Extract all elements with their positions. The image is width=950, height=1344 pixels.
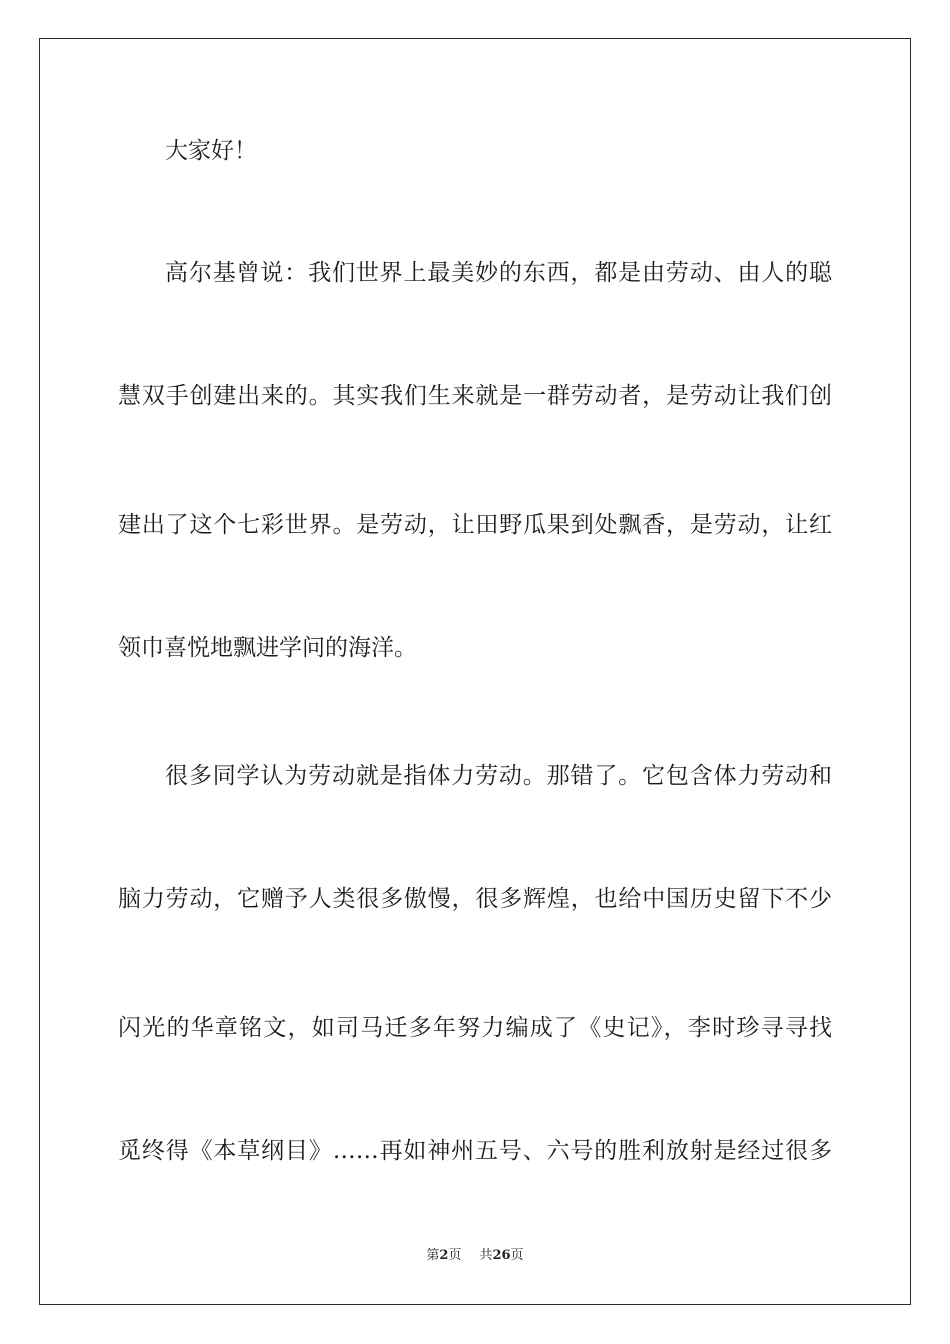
total-pages: 26 <box>492 1248 511 1263</box>
paragraph-1-line-1: 高尔基曾说：我们世界上最美妙的东西，都是由劳动、由人的聪 <box>165 260 832 286</box>
paragraph-2-line-4: 觅终得《本草纲目》……再如神州五号、六号的胜利放射是经过很多 <box>118 1138 832 1164</box>
page-prefix: 第 <box>426 1248 440 1263</box>
paragraph-1-line-4: 领巾喜悦地飘进学问的海洋。 <box>118 635 417 661</box>
paragraph-2-line-2: 脑力劳动，它赠予人类很多傲慢，很多辉煌，也给中国历史留下不少 <box>118 886 832 912</box>
page-suffix: 页 <box>448 1248 462 1263</box>
paragraph-2-line-1: 很多同学认为劳动就是指体力劳动。那错了。它包含体力劳动和 <box>165 763 832 789</box>
page-footer <box>0 1247 950 1265</box>
paragraph-1-line-3: 建出了这个七彩世界。是劳动，让田野瓜果到处飘香，是劳动，让红 <box>118 512 832 538</box>
page-border <box>39 38 911 1305</box>
paragraph-2-line-3: 闪光的华章铭文，如司马迁多年努力编成了《史记》，李时珍寻寻找 <box>118 1015 832 1041</box>
page-number: 2 <box>439 1248 449 1263</box>
greeting-line: 大家好！ <box>165 138 257 164</box>
total-suffix: 页 <box>510 1248 524 1263</box>
paragraph-1-line-2: 慧双手创建出来的。其实我们生来就是一群劳动者，是劳动让我们创 <box>118 383 832 409</box>
total-prefix: 共 <box>479 1248 493 1263</box>
